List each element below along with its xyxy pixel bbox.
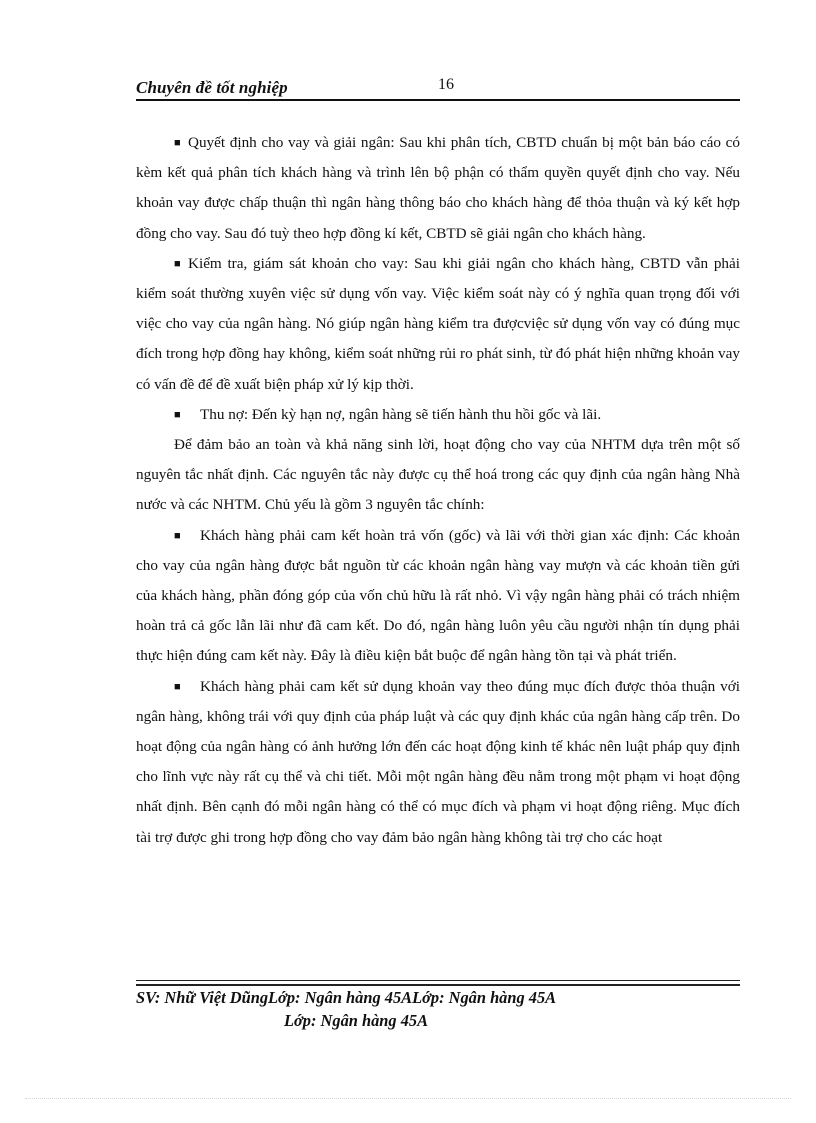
- footer-rule-thin: [136, 980, 740, 981]
- paragraph-principle-purpose: [136, 672, 740, 853]
- bullet-icon: ■: [174, 408, 181, 421]
- bullet-icon: ■: [174, 257, 181, 270]
- paragraph-text: Để đảm bảo an toàn và khả năng sinh lời, hoạt động cho vay của NHTM dựa trên một số nguyên tắc nhất định. Các nguyên tắc này được cụ thể hoá trong các quy định của ngân hàng Nhà nước và các NHTM. Chủ yếu là gồm 3 nguyên tắc chính:: [136, 436, 740, 514]
- paragraph-text: Kiểm tra, giám sát khoản cho vay: Sau khi giải ngân cho khách hàng, CBTD vẫn phải kiểm soát thường xuyên việc sử dụng vốn vay. Việc kiểm soát này có ý nghĩa quan trọng đối với việc cho vay của ngân hàng. Nó giúp ngân hàng kiểm tra đượcviệc sử dụng vốn vay có đúng mục đích trong hợp đồng hay không, kiểm soát những rủi ro phát sinh, từ đó phát hiện những khoản vay có vấn đề để đề xuất biện pháp xử lý kịp thời.: [136, 254, 740, 393]
- document-body: [136, 128, 740, 853]
- paragraph-text: Khách hàng phải cam kết sử dụng khoản vay theo đúng mục đích được thỏa thuận với ngân hàng, không trái với quy định của pháp luật và các quy định khác của ngân hàng cấp trên. Do hoạt động của ngân hàng có ảnh hưởng lớn đến các hoạt động kinh tế khác nên luật pháp quy định cho lĩnh vực này rất cụ thể và chi tiết. Mỗi một ngân hàng đều nằm trong một phạm vi hoạt động nhất định. Bên cạnh đó mỗi ngân hàng có thể có mục đích và phạm vi hoạt động riêng. Mục đích tài trợ được ghi trong hợp đồng cho vay đảm bảo ngân hàng không tài trợ cho các hoạt: [136, 677, 740, 846]
- page-edge-dots: [25, 1098, 791, 1099]
- paragraph-lending-principles: [136, 430, 740, 521]
- document-title: Chuyên đề tốt nghiệp: [136, 78, 288, 97]
- paragraph-loan-monitoring: [136, 249, 740, 400]
- footer-class: Lớp: Ngân hàng 45A: [284, 1011, 429, 1030]
- bullet-icon: ■: [174, 680, 181, 693]
- paragraph-text: Khách hàng phải cam kết hoàn trả vốn (gốc) và lãi với thời gian xác định: Các khoản cho vay của ngân hàng được bắt nguồn từ các khoản ngân hàng vay mượn và các khoản tiền gửi của khách hàng, phần đóng góp của vốn chủ hữu là rất nhỏ. Vì vậy ngân hàng phải có trách nhiệm hoàn trả cả gốc lẫn lãi như đã cam kết. Do đó, ngân hàng luôn yêu cầu người nhận tín dụng phải thực hiện đúng cam kết này. Đây là điều kiện bắt buộc để ngân hàng tồn tại và phát triển.: [136, 526, 740, 665]
- paragraph-text: Quyết định cho vay và giải ngân: Sau khi phân tích, CBTD chuẩn bị một bản báo cáo có kèm kết quả phân tích khách hàng và trình lên bộ phận có thẩm quyền quyết định cho vay. Nếu khoản vay được chấp thuận thì ngân hàng thông báo cho khách hàng để thỏa thuận và ký kết hợp đồng cho vay. Sau đó tuỳ theo hợp đồng kí kết, CBTD sẽ giải ngân cho khách hàng.: [136, 134, 740, 242]
- paragraph-text: Thu nợ: Đến kỳ hạn nợ, ngân hàng sẽ tiến hành thu hồi gốc và lãi.: [200, 405, 602, 423]
- page-number: 16: [438, 76, 454, 93]
- page-header: [136, 74, 740, 100]
- paragraph-debt-collection: [136, 400, 740, 430]
- bullet-icon: ■: [174, 529, 181, 542]
- paragraph-loan-decision: [136, 128, 740, 249]
- footer-student-class: SV: Nhữ Việt DũngLớp: Ngân hàng 45ALớp: Ngân hàng 45A: [136, 988, 557, 1007]
- bullet-icon: ■: [174, 137, 181, 149]
- paragraph-principle-repayment: [136, 521, 740, 672]
- header-rule: [136, 99, 740, 101]
- footer-rule-thick: [136, 984, 740, 986]
